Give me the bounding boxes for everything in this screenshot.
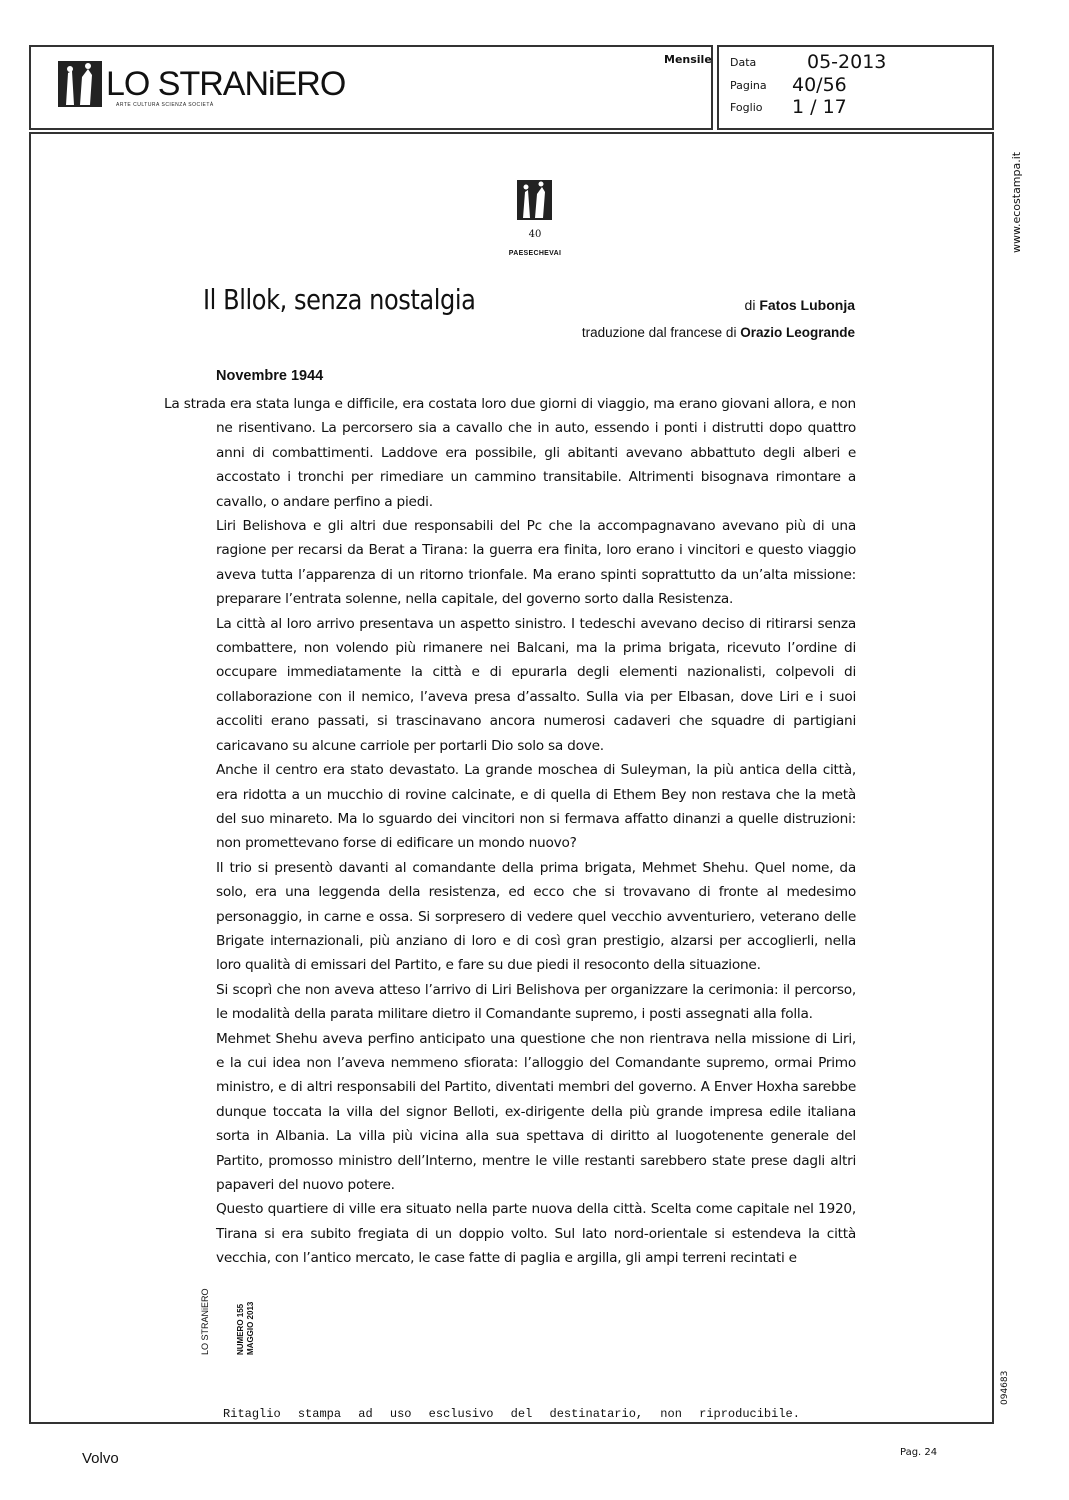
section-emblem-icon [517,180,552,220]
article-body [164,392,856,1271]
meta-value: 1 / 17 [792,96,847,118]
meta-label: Pagina [730,79,767,92]
byline [745,297,855,313]
translation-prefix: traduzione dal francese di [581,325,737,340]
dateline: Novembre 1944 [216,368,324,384]
side-url [994,145,1023,255]
side-url-text: www.ecostampa.it [1010,151,1023,253]
credit-magazine: LO STRANiERO [200,1288,210,1355]
paragraph: La città al loro arrivo presentava un aspetto sinistro. I tedeschi avevano deciso di ritirarsi senza combattere, non volendo più rimanere nei Balcani, ma la prima brigata, ricevuto l’ordine di occupare immediatamente la città e di epurarla degli elementi nazionalisti, colpevoli di collaborazione con il nemico, l’aveva presa d’assalto. Sulla via per Elbasan, dove Liri e i suoi accoliti erano passati, si trascinavano ancora numerosi cadaveri che squadre di partigiani caricavano su alcune carriole per portarli Dio solo sa dove. [216,615,856,754]
meta-label: Data [730,56,757,69]
side-code-text: 094683 [1000,1370,1010,1405]
credit-date: MAGGIO 2013 [246,1301,255,1355]
clipping-notice: Ritaglio stampa ad uso esclusivo del destinatario, non riproducibile. [223,1407,800,1421]
credit-issue: NUMERO 155 [236,1303,245,1355]
article-title: Il Bllok, senza nostalgia [203,283,476,316]
article-page-number: 40 [528,229,542,240]
meta-label: Foglio [730,101,763,114]
paragraph: Il trio si presentò davanti al comandante della prima brigata, Mehmet Shehu. Quel nome, da solo, era una leggenda della resistenza, ed ecco che si trovavano di fronte al medesimo personaggio, in carne e ossa. Si sorpresero di vedere quel vecchio avventuriero, veterano delle Brigate internazionali, più anziano di loro e di così gran prestigio, alzarsi per accoglierli, nella loro qualità di emissari del Partito, e fare su due piedi il resoconto della situazione. [216,859,856,974]
page-indicator: Pag. 24 [900,1447,938,1458]
paragraph: Liri Belishova e gli altri due responsabili del Pc che la accompagnavano avevano più di una ragione per recarsi da Berat a Tirana: la guerra era finita, loro erano i vincitori e questo viaggio aveva tutta l’apparenza di un ritorno trionfale. Ma erano spinti soprattutto da un’alta missione: preparare l’entrata solenne, nella capitale, del governo sorto dalla Resistenza. [216,518,856,608]
masthead-logo [58,60,345,108]
meta-value: 40/56 [792,74,847,96]
masthead-tagline: ARTE CULTURA SCIENZA SOCIETÀ [116,102,214,108]
frequency-label: Mensile [664,53,712,66]
masthead-emblem-icon [58,61,102,107]
paragraph: Questo quartiere di ville era situato nella parte nuova della città. Scelta come capitale nel 1920, Tirana si era subito fregiata di un doppio volto. Sul lato nord-orientale si estendeva la città vecchia, con l’antico mercato, le case fatte di paglia e argilla, gli ampi terreni recintati e [216,1201,856,1267]
vertical-credit [198,1290,268,1360]
translation-credit [582,325,855,340]
paragraph: La strada era stata lunga e difficile, era costata loro due giorni di viaggio, ma erano giovani allora, e non ne risentivano. La percorsero sia a cavallo che in auto, essendo i ponti i distrutti dopo quattro anni di combattimenti. Laddove era possibile, gli abitanti avevano abbattuto degli alberi e accostato i tronchi per rimediare un cammino transitabile. Altrimenti bisognava rimontare a cavallo, o andare perfino a piedi. [164,396,856,510]
author-name: Fatos Lubonja [759,297,855,313]
paragraph: Anche il centro era stato devastato. La grande moschea di Suleyman, la più antica della città, era ridotta a un mucchio di rovine calcinate, e di quella di Ethem Bey non restava che la metà del suo minareto. Ma lo sguardo dei vincitori non si fermava affatto dinanzi a quelle distruzioni: non promettevano forse di edificare un mondo nuovo? [216,762,856,852]
client-name: Volvo [82,1450,119,1467]
translator-name: Orazio Leogrande [740,325,855,340]
section-label: PAESECHEVAI [508,250,562,257]
masthead-title: LO STRANiERO [106,64,346,103]
meta-value: 05-2013 [807,51,887,73]
paragraph: Mehmet Shehu aveva perfino anticipato una questione che non rientrava nella missione di Liri, e la cui idea non l’aveva nemmeno sfiorata: l’alloggio del Comandante supremo, ormai Primo ministro, e di altri responsabili del Partito, diventati membri del governo. A Enver Hoxha sarebbe dunque toccata la villa del signor Belloti, ex-dirigente della più grande impresa edile italiana sorta in Albania. La villa più vicina alla sua spettava di diritto al luogotenente generale del Partito, promosso ministro dell’Interno, mentre le ville restanti sarebbero state prese dagli altri papaveri del nuovo potere. [216,1030,856,1193]
byline-prefix: di [744,297,756,313]
paragraph: Si scoprì che non aveva atteso l’arrivo di Liri Belishova per organizzare la cerimonia: il percorso, le modalità della parata militare dietro il Comandante supremo, i posti assegnati alla folla. [216,981,856,1023]
